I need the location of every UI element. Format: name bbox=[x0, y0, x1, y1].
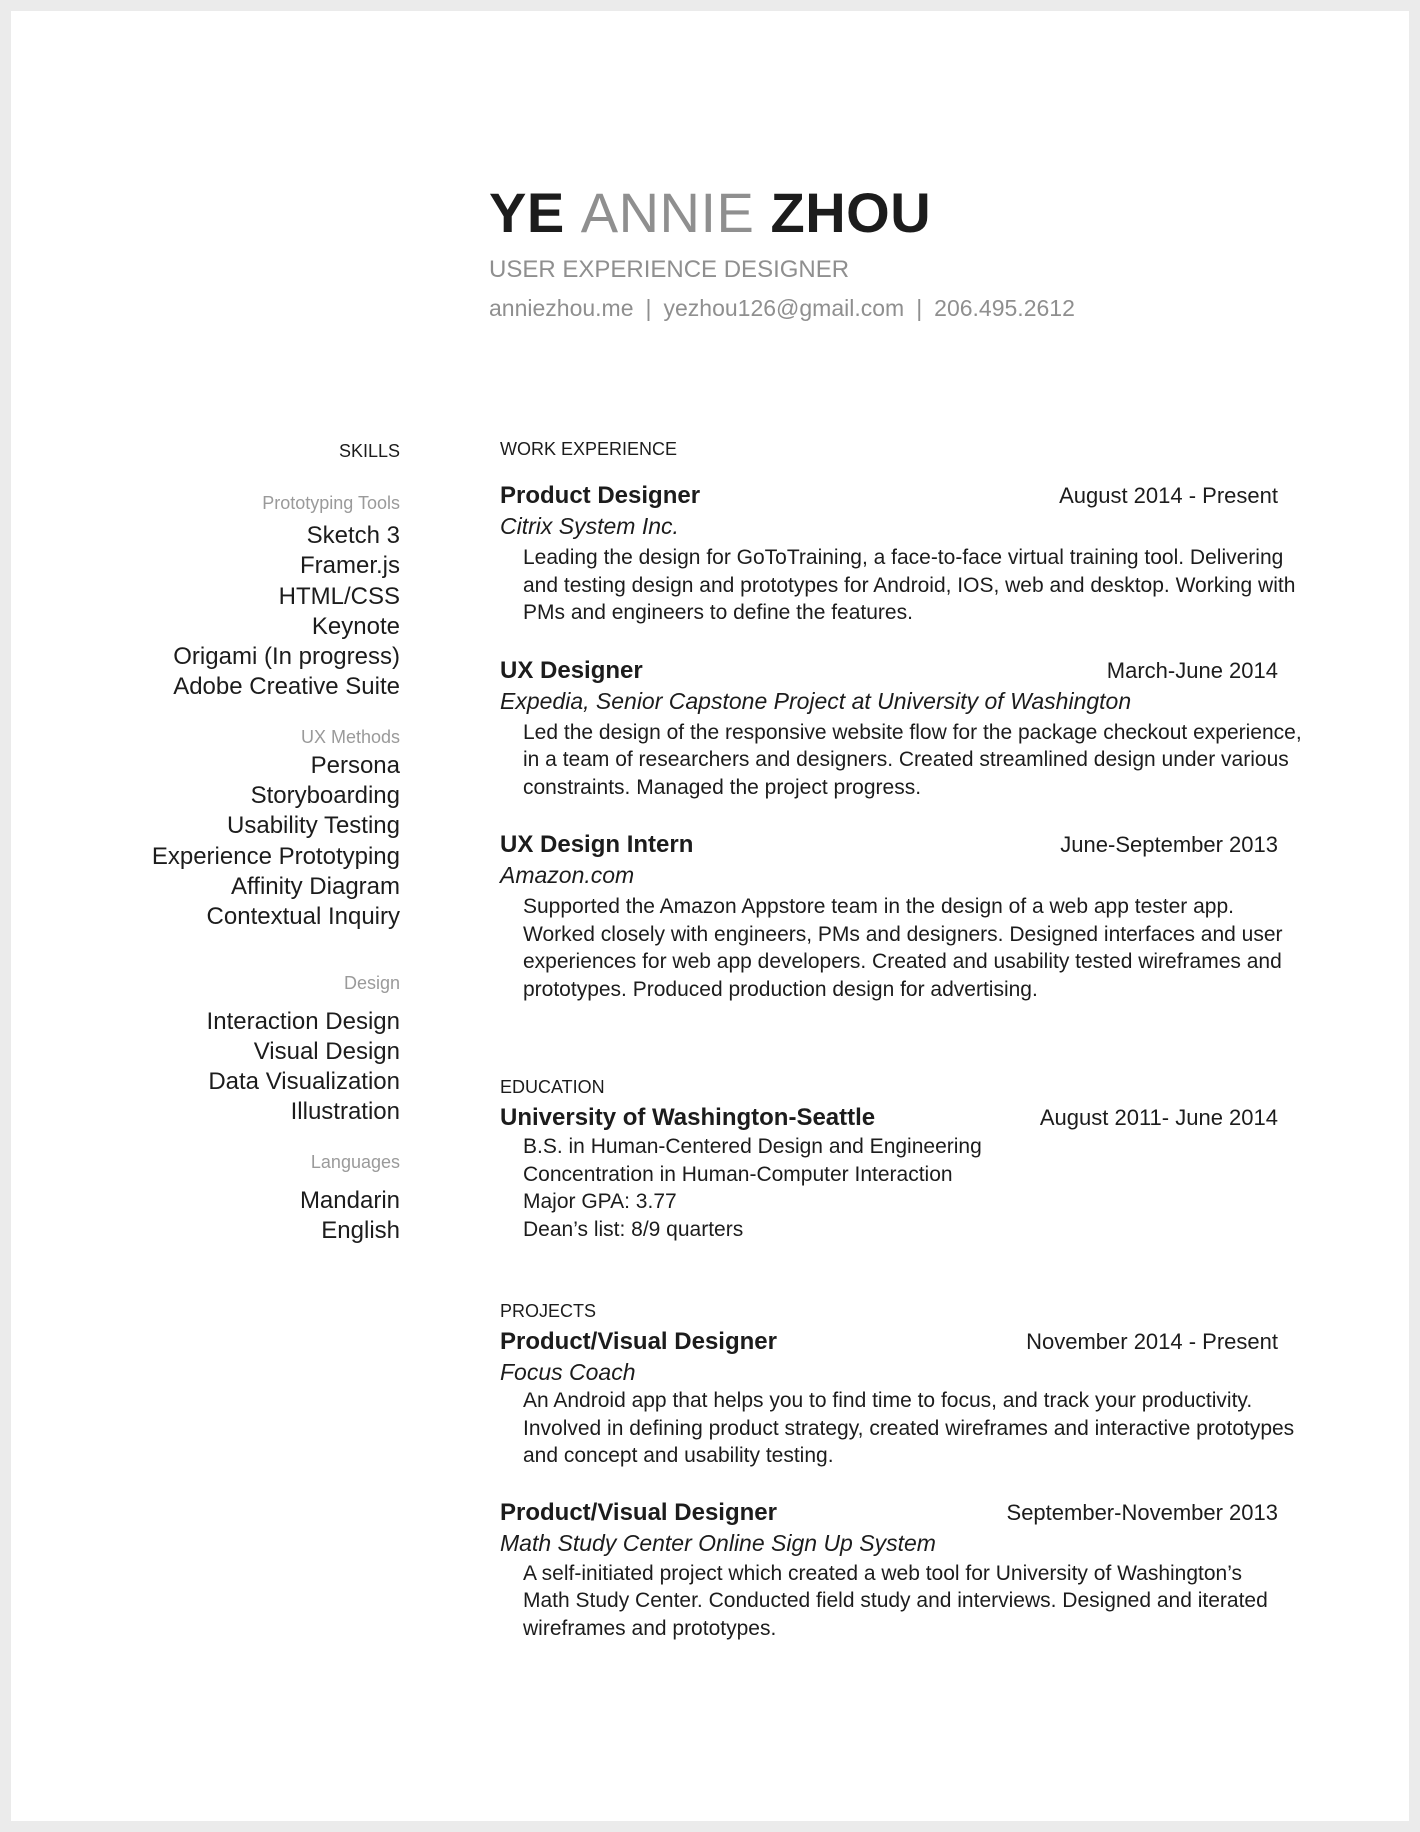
work-entry bbox=[500, 656, 1302, 802]
description-line: prototypes. Produced production design for advertising. bbox=[523, 977, 1038, 1001]
name-middle: ANNIE bbox=[580, 181, 755, 244]
skill-item: Experience Prototyping bbox=[151, 842, 400, 870]
description-line: wireframes and prototypes. bbox=[523, 1616, 777, 1640]
skill-item: Keynote bbox=[311, 612, 400, 640]
entry-organization: Expedia, Senior Capstone Project at University of Washington bbox=[500, 687, 1132, 714]
description-line: experiences for web app developers. Created and usability tested wireframes and bbox=[523, 950, 1282, 973]
description-line: Dean’s list: 8/9 quarters bbox=[523, 1217, 744, 1241]
resume-header bbox=[489, 179, 1075, 323]
description-line: Supported the Amazon Appstore team in the design of a web app tester app. bbox=[523, 895, 1234, 918]
skill-item: Illustration bbox=[290, 1098, 400, 1126]
work-entry bbox=[500, 481, 1296, 627]
skill-group-ux-methods bbox=[80, 725, 400, 933]
email-link[interactable]: yezhou126@gmail.com bbox=[663, 295, 905, 321]
education-entry bbox=[500, 1103, 1278, 1243]
description-line: constraints. Managed the project progress. bbox=[523, 775, 922, 799]
skill-item: Adobe Creative Suite bbox=[173, 673, 400, 701]
description-line: Math Study Center. Conducted field study and interviews. Designed and iterated bbox=[523, 1589, 1268, 1612]
contact-line bbox=[489, 293, 1075, 323]
skill-group-prototyping bbox=[80, 491, 400, 703]
entry-organization: Amazon.com bbox=[500, 862, 635, 888]
description-line: and concept and usability testing. bbox=[523, 1444, 834, 1467]
entry-description bbox=[500, 1387, 1295, 1470]
skill-item: Origami (In progress) bbox=[173, 643, 400, 671]
entry-dates: August 2011- June 2014 bbox=[1039, 1105, 1278, 1130]
education-details bbox=[500, 1133, 1278, 1243]
entry-description bbox=[500, 893, 1283, 1003]
main-column bbox=[500, 437, 1302, 1642]
work-entry bbox=[500, 830, 1283, 1003]
skills-heading: SKILLS bbox=[338, 441, 400, 461]
skill-item: Mandarin bbox=[299, 1186, 400, 1214]
work-experience-heading: WORK EXPERIENCE bbox=[500, 439, 678, 459]
resume-page bbox=[11, 11, 1409, 1821]
project-entry bbox=[500, 1498, 1278, 1643]
description-line: Concentration in Human-Computer Interaction bbox=[523, 1162, 953, 1186]
full-name bbox=[489, 179, 1075, 247]
description-line: A self-initiated project which created a web tool for University of Washington’s bbox=[523, 1561, 1243, 1585]
entry-role: Product/Visual Designer bbox=[500, 1328, 777, 1355]
entry-description bbox=[500, 719, 1302, 802]
entry-description bbox=[500, 544, 1296, 627]
description-line: Major GPA: 3.77 bbox=[523, 1190, 677, 1213]
entry-dates: September-November 2013 bbox=[1006, 1499, 1278, 1525]
description-line: PMs and engineers to define the features. bbox=[523, 601, 913, 624]
contact-separator: | bbox=[645, 295, 652, 321]
description-line: Led the design of the responsive website flow for the package checkout experience, bbox=[523, 720, 1302, 744]
contact-separator: | bbox=[916, 295, 923, 321]
school-name: University of Washington-Seattle bbox=[500, 1104, 876, 1131]
website-link[interactable]: anniezhou.me bbox=[489, 295, 634, 321]
entry-organization: Focus Coach bbox=[500, 1359, 636, 1385]
entry-dates: November 2014 - Present bbox=[1026, 1329, 1278, 1354]
entry-dates: March-June 2014 bbox=[1106, 657, 1278, 683]
entry-organization: Math Study Center Online Sign Up System bbox=[500, 1529, 936, 1556]
skill-item: Data Visualization bbox=[208, 1068, 400, 1096]
skills-column bbox=[80, 439, 400, 1266]
skill-item: Visual Design bbox=[253, 1037, 400, 1065]
education-heading: EDUCATION bbox=[500, 1077, 605, 1097]
description-line: An Android app that helps you to find time to focus, and track your productivity. bbox=[523, 1389, 1253, 1412]
skill-item: Interaction Design bbox=[206, 1007, 400, 1035]
entry-description bbox=[500, 1560, 1278, 1643]
skill-item: Framer.js bbox=[299, 552, 400, 580]
skill-item: Usability Testing bbox=[227, 812, 400, 840]
skill-item: Affinity Diagram bbox=[231, 872, 400, 900]
skill-group-languages bbox=[80, 1150, 400, 1247]
entry-dates: June-September 2013 bbox=[1060, 832, 1278, 857]
skill-item: English bbox=[321, 1217, 400, 1245]
entry-role: UX Designer bbox=[500, 656, 643, 684]
skill-group-design bbox=[80, 971, 400, 1128]
name-last: ZHOU bbox=[770, 181, 932, 244]
skill-group-title: Prototyping Tools bbox=[262, 493, 400, 513]
skill-item: Contextual Inquiry bbox=[206, 903, 400, 931]
description-line: in a team of researchers and designers. Created streamlined design under various bbox=[523, 748, 1289, 771]
skill-item: Storyboarding bbox=[250, 782, 400, 810]
skill-item: Sketch 3 bbox=[306, 522, 400, 549]
entry-role: UX Design Intern bbox=[500, 831, 694, 858]
skill-group-title: Design bbox=[343, 972, 400, 993]
description-line: Involved in defining product strategy, created wireframes and interactive prototypes bbox=[523, 1416, 1295, 1440]
skill-item: HTML/CSS bbox=[278, 582, 400, 610]
projects-heading: PROJECTS bbox=[500, 1301, 597, 1321]
phone-number: 206.495.2612 bbox=[934, 295, 1075, 321]
description-line: Worked closely with engineers, PMs and designers. Designed interfaces and user bbox=[523, 922, 1283, 946]
description-line: and testing design and prototypes for Android, IOS, web and desktop. Working with bbox=[523, 573, 1296, 597]
job-title: USER EXPERIENCE DESIGNER bbox=[489, 256, 850, 283]
entry-dates: August 2014 - Present bbox=[1059, 483, 1278, 508]
description-line: Leading the design for GoToTraining, a face-to-face virtual training tool. Delivering bbox=[523, 546, 1284, 569]
skill-item: Persona bbox=[310, 751, 400, 779]
project-entry bbox=[500, 1327, 1295, 1470]
name-first: YE bbox=[489, 181, 565, 244]
description-line: B.S. in Human-Centered Design and Engineering bbox=[523, 1135, 982, 1158]
entry-role: Product/Visual Designer bbox=[500, 1498, 777, 1526]
skill-group-title: Languages bbox=[310, 1151, 400, 1172]
entry-role: Product Designer bbox=[500, 482, 701, 509]
skill-group-title: UX Methods bbox=[300, 726, 400, 747]
entry-organization: Citrix System Inc. bbox=[500, 513, 679, 539]
